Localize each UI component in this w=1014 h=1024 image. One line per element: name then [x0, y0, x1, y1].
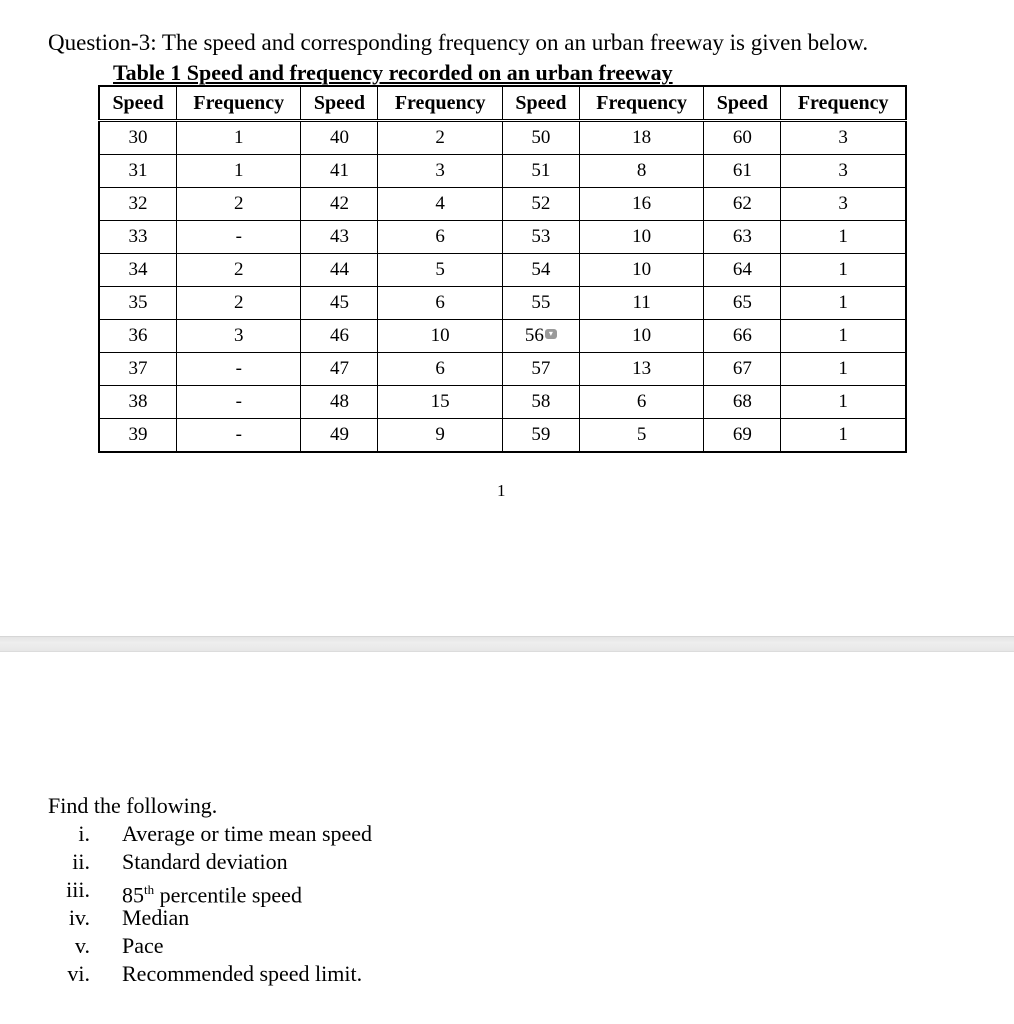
item-text: Average or time mean speed: [122, 821, 373, 846]
frequency-cell: 1: [177, 121, 301, 155]
speed-cell: 35: [99, 287, 177, 320]
frequency-cell: 1: [781, 386, 906, 419]
item-text: Median: [122, 905, 190, 930]
speed-cell: 42: [301, 188, 378, 221]
speed-cell: 63: [704, 221, 781, 254]
frequency-cell: -: [177, 419, 301, 453]
speed-cell: 59: [502, 419, 579, 453]
table-row: [99, 221, 906, 254]
item-text: Pace: [122, 933, 164, 958]
speed-cell: 38: [99, 386, 177, 419]
frequency-cell: 6: [579, 386, 703, 419]
speed-cell: 57: [502, 353, 579, 386]
frequency-cell: -: [177, 386, 301, 419]
speed-cell: 32: [99, 188, 177, 221]
comment-marker-icon[interactable]: ▾: [545, 329, 557, 339]
item-number: ii.: [72, 849, 90, 874]
list-item: [48, 932, 372, 960]
speed-cell: 44: [301, 254, 378, 287]
speed-cell: 45: [301, 287, 378, 320]
header-frequency: Frequency: [177, 86, 301, 121]
page-separator: [0, 636, 1014, 652]
frequency-cell: 15: [378, 386, 502, 419]
frequency-cell: 1: [781, 320, 906, 353]
speed-cell: 33: [99, 221, 177, 254]
speed-cell: 34: [99, 254, 177, 287]
speed-cell: 56 ▾: [502, 320, 579, 353]
table-row: [99, 320, 906, 353]
speed-cell: 58: [502, 386, 579, 419]
find-heading: Find the following.: [48, 793, 218, 818]
frequency-cell: 3: [781, 155, 906, 188]
list-item: [48, 876, 372, 908]
frequency-cell: 11: [579, 287, 703, 320]
speed-cell: 54: [502, 254, 579, 287]
speed-cell: 31: [99, 155, 177, 188]
frequency-cell: 1: [781, 287, 906, 320]
frequency-cell: 1: [781, 221, 906, 254]
frequency-cell: 10: [579, 254, 703, 287]
frequency-cell: 6: [378, 221, 502, 254]
speed-cell: 47: [301, 353, 378, 386]
speed-cell: 61: [704, 155, 781, 188]
frequency-cell: 10: [579, 320, 703, 353]
question-text: Question-3: The speed and corresponding frequency on an urban freeway is given below.: [48, 30, 869, 55]
frequency-cell: 8: [579, 155, 703, 188]
item-number: iv.: [68, 905, 90, 930]
speed-cell: 62: [704, 188, 781, 221]
frequency-cell: 6: [378, 353, 502, 386]
frequency-cell: 9: [378, 419, 502, 453]
list-item: [48, 904, 372, 932]
frequency-cell: 18: [579, 121, 703, 155]
header-frequency: Frequency: [781, 86, 906, 121]
speed-cell: 65: [704, 287, 781, 320]
frequency-cell: 10: [579, 221, 703, 254]
speed-cell: 43: [301, 221, 378, 254]
speed-cell: 46: [301, 320, 378, 353]
speed-cell: 36: [99, 320, 177, 353]
frequency-cell: 16: [579, 188, 703, 221]
header-frequency: Frequency: [378, 86, 502, 121]
speed-cell: 53: [502, 221, 579, 254]
frequency-cell: 13: [579, 353, 703, 386]
frequency-cell: -: [177, 353, 301, 386]
speed-cell: 68: [704, 386, 781, 419]
speed-cell: 52: [502, 188, 579, 221]
table-row: [99, 287, 906, 320]
frequency-cell: 2: [378, 121, 502, 155]
item-text: 85th percentile speed: [122, 882, 302, 908]
frequency-cell: 5: [579, 419, 703, 453]
header-speed: Speed: [301, 86, 378, 121]
table-row: [99, 386, 906, 419]
frequency-cell: 5: [378, 254, 502, 287]
speed-cell: 66: [704, 320, 781, 353]
speed-cell: 39: [99, 419, 177, 453]
frequency-cell: 6: [378, 287, 502, 320]
header-speed: Speed: [502, 86, 579, 121]
speed-frequency-table: [98, 85, 907, 453]
speed-cell: 55: [502, 287, 579, 320]
table-row: [99, 188, 906, 221]
table-row: [99, 419, 906, 453]
speed-cell: 69: [704, 419, 781, 453]
table-row: [99, 121, 906, 155]
table-row: [99, 353, 906, 386]
table-header-row: [99, 86, 906, 121]
item-number: v.: [74, 933, 90, 958]
speed-cell: 64: [704, 254, 781, 287]
frequency-cell: 2: [177, 287, 301, 320]
item-number: i.: [78, 821, 90, 846]
header-speed: Speed: [704, 86, 781, 121]
question-items-list: [48, 820, 372, 988]
frequency-cell: 1: [781, 419, 906, 453]
frequency-cell: 3: [781, 188, 906, 221]
speed-cell: 51: [502, 155, 579, 188]
frequency-cell: -: [177, 221, 301, 254]
speed-cell: 30: [99, 121, 177, 155]
speed-cell: 67: [704, 353, 781, 386]
speed-cell: 48: [301, 386, 378, 419]
frequency-cell: 2: [177, 254, 301, 287]
speed-cell: 41: [301, 155, 378, 188]
speed-cell: 49: [301, 419, 378, 453]
item-number: vi.: [67, 961, 90, 986]
frequency-cell: 3: [177, 320, 301, 353]
table-row: [99, 155, 906, 188]
frequency-cell: 1: [781, 254, 906, 287]
item-text: Recommended speed limit.: [122, 961, 363, 986]
speed-cell: 50: [502, 121, 579, 155]
header-speed: Speed: [99, 86, 177, 121]
page-number: 1: [497, 481, 506, 500]
table-row: [99, 254, 906, 287]
frequency-cell: 1: [177, 155, 301, 188]
list-item: [48, 820, 372, 848]
frequency-cell: 3: [378, 155, 502, 188]
frequency-cell: 1: [781, 353, 906, 386]
table-caption: Table 1 Speed and frequency recorded on an urban freeway: [113, 60, 673, 85]
list-item: [48, 960, 372, 988]
frequency-cell: 10: [378, 320, 502, 353]
table-body: [99, 121, 906, 453]
header-frequency: Frequency: [579, 86, 703, 121]
item-text: Standard deviation: [122, 849, 288, 874]
speed-cell: 40: [301, 121, 378, 155]
frequency-cell: 2: [177, 188, 301, 221]
list-item: [48, 848, 372, 876]
frequency-cell: 3: [781, 121, 906, 155]
speed-cell: 37: [99, 353, 177, 386]
frequency-cell: 4: [378, 188, 502, 221]
item-number: iii.: [66, 877, 90, 902]
speed-cell: 60: [704, 121, 781, 155]
